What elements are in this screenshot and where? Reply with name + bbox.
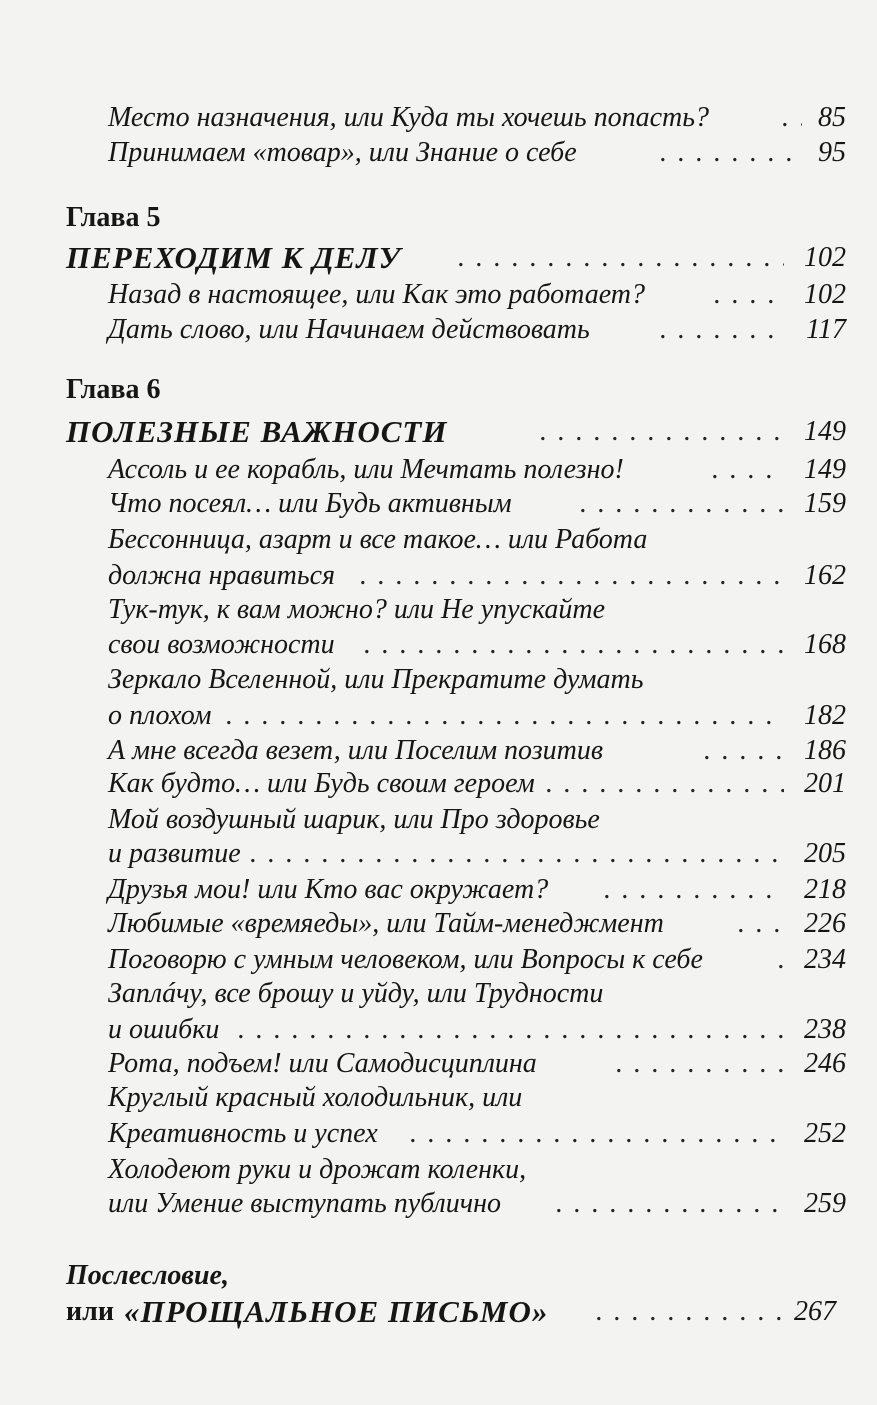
chapter-heading	[0, 200, 877, 236]
dot-leader	[250, 836, 784, 872]
entry-title-cont: свои возможности	[108, 629, 335, 660]
page-number: 149	[804, 454, 846, 485]
chapter-title: ПЕРЕХОДИМ К ДЕЛУ	[66, 240, 402, 275]
toc-entry-line1	[0, 522, 877, 558]
dot-leader	[410, 1116, 784, 1152]
page-number: 102	[804, 242, 846, 273]
chapter-label: Глава 6	[66, 374, 161, 405]
page-number: 259	[804, 1188, 846, 1219]
entry-title: Круглый красный холодильник, или	[108, 1082, 523, 1113]
entry-title: Поговорю с умным человеком, или Вопросы к себе	[108, 944, 703, 975]
page-number: 234	[804, 944, 846, 975]
entry-title-cont: Креативность и успех	[108, 1118, 378, 1149]
page-number: 246	[804, 1048, 846, 1079]
page-number: 159	[804, 488, 846, 519]
toc-entry	[0, 558, 877, 594]
toc-entry-line1	[0, 662, 877, 698]
entry-title: Рота, подъем! или Самодисциплина	[108, 1048, 537, 1079]
page-number: 182	[804, 700, 846, 731]
dot-leader	[360, 558, 784, 594]
entry-title: Дать слово, или Начинаем действовать	[108, 314, 590, 345]
entry-title-cont: или Умение выступать публично	[108, 1188, 501, 1219]
entry-title: Друзья мои! или Кто вас окружает?	[108, 874, 549, 905]
entry-title-cont: о плохом	[108, 700, 212, 731]
toc-entry	[0, 1186, 877, 1222]
dot-leader	[458, 240, 784, 276]
toc-entry	[0, 100, 877, 136]
entry-title: Тук-тук, к вам можно? или Не упускайте	[108, 594, 606, 625]
toc-entry	[0, 312, 877, 348]
dot-leader	[226, 698, 784, 734]
entry-title: Зеркало Вселенной, или Прекратите думать	[108, 664, 644, 695]
toc-entry	[0, 1294, 877, 1330]
entry-title: Место назначения, или Куда ты хочешь попасть?	[108, 102, 710, 133]
toc-entry	[0, 1012, 877, 1048]
page-number: 238	[804, 1014, 846, 1045]
toc-entry	[0, 942, 877, 978]
page-number: 168	[804, 629, 846, 660]
toc-entry	[0, 486, 877, 522]
toc-entry	[0, 627, 877, 663]
toc-entry	[0, 1046, 877, 1082]
toc-entry	[0, 452, 877, 488]
page-number: 117	[806, 314, 846, 345]
dot-leader	[546, 766, 784, 802]
dot-leader	[238, 1012, 784, 1048]
page-number: 205	[804, 838, 846, 869]
entry-title: Заплáчу, все брошу и уйду, или Трудности	[108, 978, 604, 1009]
page-number: 267	[794, 1296, 836, 1327]
page-number: 149	[804, 416, 846, 447]
entry-title: Любимые «времяеды», или Тайм-менеджмент	[108, 908, 664, 939]
entry-title: Принимаем «товар», или Знание о себе	[108, 137, 577, 168]
entry-title: Ассоль и ее корабль, или Мечтать полезно!	[108, 454, 624, 485]
afterword-heading	[0, 1258, 877, 1294]
toc-entry	[0, 135, 877, 171]
toc-entry	[0, 766, 877, 802]
dot-leader	[364, 627, 784, 663]
entry-title: Мой воздушный шарик, или Про здоровье	[108, 804, 600, 835]
dot-leader	[540, 414, 784, 450]
dot-leader	[556, 1186, 784, 1222]
entry-title: Что посеял… или Будь активным	[108, 488, 512, 519]
toc-entry	[0, 277, 877, 313]
page-number: 201	[804, 768, 846, 799]
entry-title: Холодеют руки и дрожат коленки,	[108, 1154, 527, 1185]
page-number: 85	[818, 102, 846, 133]
toc-entry-line1	[0, 1080, 877, 1116]
chapter-title: ПОЛЕЗНЫЕ ВАЖНОСТИ	[66, 414, 448, 449]
toc-entry	[0, 240, 877, 276]
entry-title: Назад в настоящее, или Как это работает?	[108, 279, 645, 310]
afterword-title: «ПРОЩАЛЬНОЕ ПИСЬМО»	[124, 1294, 549, 1329]
toc-entry-line1	[0, 592, 877, 628]
entry-title: А мне всегда везет, или Поселим позитив	[108, 735, 603, 766]
toc-entry	[0, 698, 877, 734]
toc-entry	[0, 733, 877, 769]
dot-leader	[580, 486, 784, 522]
toc-entry	[0, 906, 877, 942]
entry-title-cont: и развитие	[108, 838, 241, 869]
toc-entry	[0, 872, 877, 908]
page-number: 218	[804, 874, 846, 905]
page-number: 226	[804, 908, 846, 939]
toc-entry-line1	[0, 976, 877, 1012]
chapter-heading	[0, 372, 877, 408]
toc-entry	[0, 836, 877, 872]
toc-entry-line1	[0, 1152, 877, 1188]
page-number: 186	[804, 735, 846, 766]
page-number: 252	[804, 1118, 846, 1149]
toc-entry	[0, 1116, 877, 1152]
toc-entry-line1	[0, 802, 877, 838]
toc-entry	[0, 414, 877, 450]
page-number: 95	[818, 137, 846, 168]
chapter-label: Глава 5	[66, 202, 161, 233]
entry-title-cont: и ошибки	[108, 1014, 220, 1045]
entry-title: Бессонница, азарт и все такое… или Работа	[108, 524, 648, 555]
page-number: 102	[804, 279, 846, 310]
entry-title: Как будто… или Будь своим героем	[108, 768, 535, 799]
page-number: 162	[804, 560, 846, 591]
afterword-label: Послесловие,	[66, 1260, 229, 1291]
entry-title-cont: должна нравиться	[108, 560, 336, 591]
afterword-prefix: или	[66, 1296, 114, 1327]
